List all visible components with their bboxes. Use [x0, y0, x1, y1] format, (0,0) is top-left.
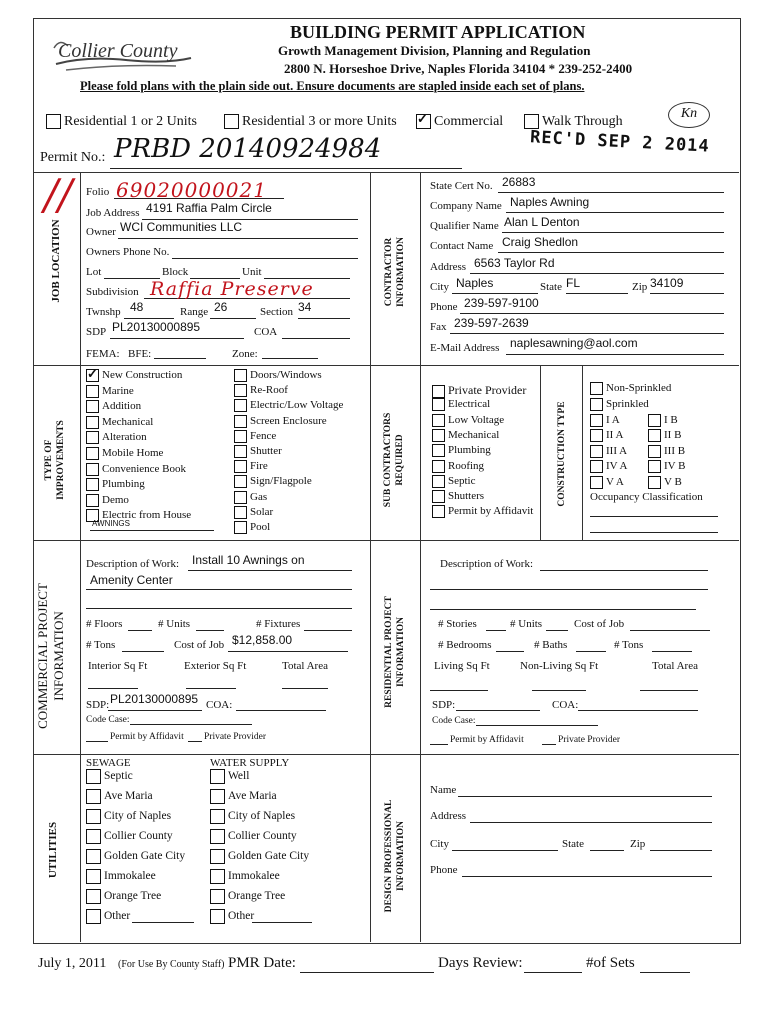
state-label: State [540, 281, 562, 293]
subcontractor-label: Private Provider [448, 383, 527, 397]
subcontractor-label: Roofing [448, 459, 485, 472]
improvement-type-item[interactable] [234, 506, 273, 519]
folio-label: Folio [86, 186, 110, 198]
improvement-type-label: Shutter [250, 445, 282, 458]
improvement-type-checkbox[interactable] [86, 385, 99, 398]
water-option-item[interactable] [210, 809, 295, 824]
construction-type-checkbox[interactable] [648, 460, 661, 473]
subcontractor-item[interactable] [432, 475, 476, 488]
construction-type-label: II B [664, 429, 682, 442]
improvement-type-checkbox[interactable] [86, 416, 99, 429]
construction-type-checkbox[interactable] [648, 414, 661, 427]
water-option-checkbox[interactable] [210, 809, 225, 824]
subdivision-value[interactable]: Raffia Preserve [150, 278, 314, 300]
subcontractor-item[interactable] [432, 414, 504, 427]
res-total-label: Total Area [652, 660, 698, 672]
bedrooms-label: # Bedrooms [438, 639, 492, 651]
commercial-code-case-label: Code Case: [86, 715, 130, 725]
water-option-checkbox[interactable] [210, 849, 225, 864]
exterior-label: Exterior Sq Ft [184, 660, 247, 672]
construction-type-item[interactable] [648, 414, 678, 427]
improvement-type-checkbox[interactable] [234, 415, 247, 428]
sdp-label: SDP [86, 326, 107, 338]
sprinkled-checkbox[interactable] [590, 398, 603, 411]
awnings-note: AWNINGS [92, 519, 130, 528]
units-label: # Units [158, 618, 191, 630]
non-sprinkled-label: Non-Sprinkled [606, 382, 672, 395]
subcontractor-item[interactable] [432, 398, 490, 411]
construction-type-label: I A [606, 414, 620, 427]
pmr-date-label: PMR Date: [228, 955, 296, 971]
sewage-option-item[interactable] [86, 769, 133, 784]
logo-text: Collier County [58, 40, 178, 62]
design-professional-label: DESIGN PROFESSIONAL INFORMATION [384, 799, 406, 913]
living-label: Living Sq Ft [434, 660, 490, 672]
company-value[interactable]: Naples Awning [510, 195, 590, 209]
water-option-checkbox[interactable] [210, 869, 225, 884]
range-label: Range [180, 306, 209, 318]
improvement-type-checkbox[interactable] [234, 369, 247, 382]
improvement-type-checkbox[interactable] [86, 369, 99, 382]
sewage-option-label: City of Naples [104, 810, 172, 823]
subcontractor-item[interactable] [432, 429, 499, 442]
zip-label: Zip [632, 281, 648, 293]
improvements-label: TYPE OF IMPROVEMENTS [44, 420, 66, 500]
improvement-type-checkbox[interactable] [86, 494, 99, 507]
address-label: Address [430, 261, 467, 273]
construction-type-label: III A [606, 444, 628, 457]
commercial-checkbox[interactable] [416, 114, 431, 129]
construction-type-checkbox[interactable] [590, 414, 603, 427]
water-option-item[interactable] [210, 769, 249, 784]
improvement-type-checkbox[interactable] [86, 463, 99, 476]
commercial-desc-label: Description of Work: [86, 558, 180, 570]
construction-type-checkbox[interactable] [648, 429, 661, 442]
dp-state-label: State [562, 838, 584, 850]
owners-phone-label: Owners Phone No. [86, 246, 170, 258]
water-option-item[interactable] [210, 909, 254, 924]
improvement-type-checkbox[interactable] [86, 447, 99, 460]
improvement-type-checkbox[interactable] [234, 430, 247, 443]
contact-label: Contact Name [430, 240, 494, 252]
construction-type-item[interactable] [590, 429, 623, 442]
improvement-type-item[interactable] [234, 445, 282, 458]
construction-type-label: IV A [606, 460, 628, 473]
construction-type-item[interactable] [648, 429, 681, 442]
improvement-type-checkbox[interactable] [234, 521, 247, 534]
subcontractor-label: Mechanical [448, 428, 500, 441]
twnshp-value[interactable]: 48 [130, 300, 144, 314]
subcontractor-label: Shutters [448, 490, 485, 503]
improvement-type-label: Convenience Book [102, 462, 187, 475]
sewage-option-item[interactable] [86, 789, 153, 804]
residential-3-plus-checkbox[interactable] [224, 114, 239, 129]
water-option-label: City of Naples [228, 810, 296, 823]
improvement-type-item[interactable] [234, 491, 267, 504]
non-sprinkled-checkbox[interactable] [590, 382, 603, 395]
res-code-case-label: Code Case: [432, 716, 476, 726]
improvement-type-label: Electric/Low Voltage [250, 399, 344, 412]
improvement-type-label: Mechanical [102, 415, 154, 428]
construction-type-checkbox[interactable] [590, 445, 603, 458]
zip-value[interactable]: 34109 [650, 276, 684, 290]
sewage-option-item[interactable] [86, 909, 130, 924]
sewage-option-label: Septic [104, 770, 133, 783]
subcontractor-label: Low Voltage [448, 413, 505, 426]
sewage-option-label: Golden Gate City [104, 850, 186, 863]
utilities-label: UTILITIES [47, 821, 59, 879]
job-location-label: JOB LOCATION [50, 219, 62, 303]
sewage-option-label: Ave Maria [104, 790, 153, 803]
improvement-type-item[interactable] [86, 494, 129, 507]
subcontractor-label: Septic [448, 474, 476, 487]
city-label: City [430, 281, 449, 293]
construction-type-item[interactable] [648, 460, 686, 473]
improvement-type-item[interactable] [86, 416, 153, 429]
sewage-option-checkbox[interactable] [86, 909, 101, 924]
improvement-type-label: Gas [250, 490, 268, 503]
subcontractor-checkbox[interactable] [432, 475, 445, 488]
baths-label: # Baths [534, 639, 568, 651]
stories-label: # Stories [438, 618, 477, 630]
job-address-label: Job Address [86, 207, 140, 219]
res-private-label: Private Provider [558, 735, 621, 745]
sewage-option-checkbox[interactable] [86, 829, 101, 844]
sewage-option-checkbox[interactable] [86, 809, 101, 824]
walk-through-label: Walk Through [542, 114, 623, 129]
email-label: E-Mail Address [430, 342, 500, 354]
floors-label: # Floors [86, 618, 123, 630]
subcontractor-item[interactable] [432, 383, 526, 398]
sprinkled-label: Sprinkled [606, 398, 649, 411]
construction-type-label: V A [606, 475, 624, 488]
construction-type-label: IV B [664, 460, 686, 473]
improvement-type-item[interactable] [234, 475, 312, 488]
improvement-type-label: Solar [250, 505, 274, 518]
occupancy-label: Occupancy Classification [590, 491, 703, 503]
phone-value[interactable]: 239-597-9100 [464, 296, 539, 310]
fax-value[interactable]: 239-597-2639 [454, 316, 529, 330]
owner-label: Owner [86, 226, 116, 238]
res-affidavit-label: Permit by Affidavit [450, 735, 524, 745]
improvement-type-label: Alteration [102, 431, 147, 444]
fold-instruction: Please fold plans with the plain side out. Ensure documents are stapled inside each set of plans. [80, 79, 585, 93]
qualifier-value[interactable]: Alan L Denton [504, 215, 580, 229]
sewage-option-checkbox[interactable] [86, 849, 101, 864]
sewage-option-label: Immokalee [104, 870, 156, 883]
coa-label: COA [254, 326, 278, 338]
owner-value[interactable]: WCI Communities LLC [120, 220, 243, 234]
page-title: BUILDING PERMIT APPLICATION [290, 22, 586, 42]
sewage-option-label: Orange Tree [104, 890, 162, 903]
subcontractor-checkbox[interactable] [432, 414, 445, 427]
state-cert-value[interactable]: 26883 [502, 175, 536, 189]
res-tons-label: # Tons [614, 639, 644, 651]
water-option-checkbox[interactable] [210, 889, 225, 904]
subcontractor-item[interactable] [432, 444, 491, 457]
water-option-label: Collier County [228, 830, 297, 843]
twnshp-label: Twnshp [86, 306, 121, 318]
city-value[interactable]: Naples [456, 276, 494, 290]
construction-type-checkbox[interactable] [648, 445, 661, 458]
received-stamp: REC'D SEP 2 2014 [529, 127, 711, 157]
commercial-desc-line1[interactable]: Install 10 Awnings on [192, 553, 305, 567]
improvement-type-item[interactable] [86, 447, 163, 460]
subcontractor-checkbox[interactable] [432, 460, 445, 473]
company-label: Company Name [430, 200, 502, 212]
improvement-type-label: Re-Roof [250, 384, 288, 397]
job-address-value[interactable]: 4191 Raffia Palm Circle [146, 201, 272, 215]
subcontractors-label: SUB CONTRACTORS REQUIRED [383, 412, 405, 508]
fixtures-label: # Fixtures [256, 618, 301, 630]
state-cert-label: State Cert No. [430, 180, 493, 192]
sprinkled-option[interactable] [590, 398, 649, 411]
improvement-type-checkbox[interactable] [234, 506, 247, 519]
construction-type-checkbox[interactable] [590, 460, 603, 473]
permit-no-value[interactable]: PRBD 20140924984 [114, 134, 382, 164]
improvement-type-checkbox[interactable] [234, 475, 247, 488]
improvement-type-label: Pool [250, 521, 271, 534]
option-residential-3-plus[interactable] [224, 114, 397, 130]
unit-label: Unit [242, 266, 262, 278]
zone-label: Zone: [232, 348, 258, 360]
improvement-type-item[interactable] [234, 399, 343, 412]
water-option-item[interactable] [210, 889, 285, 904]
water-option-item[interactable] [210, 849, 309, 864]
sewage-option-item[interactable] [86, 869, 156, 884]
commercial-affidavit-label: Permit by Affidavit [110, 732, 184, 742]
dp-name-label: Name [430, 784, 457, 796]
subdivision-label: Subdivision [86, 286, 139, 298]
residential-1-2-checkbox[interactable] [46, 114, 61, 129]
residential-label: RESIDENTIAL PROJECT INFORMATION [384, 596, 406, 708]
improvement-type-label: Screen Enclosure [250, 414, 327, 427]
permit-no-label: Permit No.: [40, 150, 106, 165]
improvement-type-checkbox[interactable] [86, 400, 99, 413]
sewage-option-label: Collier County [104, 830, 173, 843]
construction-type-item[interactable] [590, 445, 627, 458]
improvement-type-item[interactable] [86, 369, 182, 382]
section-label: Section [260, 306, 293, 318]
sewage-option-checkbox[interactable] [86, 769, 101, 784]
improvement-type-label: Fence [250, 429, 277, 442]
red-mark-icon: // [44, 170, 73, 219]
residential-desc-label: Description of Work: [440, 558, 534, 570]
option-commercial[interactable] [416, 114, 503, 130]
improvement-type-checkbox[interactable] [234, 445, 247, 458]
phone-label: Phone [430, 301, 458, 313]
sewage-option-item[interactable] [86, 829, 173, 844]
commercial-sdp-label: SDP: [86, 699, 110, 711]
improvement-type-label: New Construction [102, 369, 183, 382]
improvement-type-item[interactable] [86, 463, 186, 476]
subcontractor-item[interactable] [432, 505, 533, 518]
residential-1-2-label: Residential 1 or 2 Units [64, 114, 197, 129]
water-option-checkbox[interactable] [210, 789, 225, 804]
commercial-coa-label: COA: [206, 699, 233, 711]
section-value[interactable]: 34 [298, 300, 312, 314]
improvement-type-item[interactable] [234, 369, 322, 382]
sewage-option-item[interactable] [86, 849, 185, 864]
improvement-type-label: Plumbing [102, 478, 145, 491]
water-option-checkbox[interactable] [210, 769, 225, 784]
construction-type-item[interactable] [590, 414, 620, 427]
contractor-label: CONTRACTOR INFORMATION [384, 236, 406, 308]
improvement-type-item[interactable] [234, 460, 268, 473]
water-option-checkbox[interactable] [210, 909, 225, 924]
sewage-option-label: Other [104, 910, 131, 923]
improvement-type-label: Doors/Windows [250, 369, 322, 382]
subcontractor-checkbox[interactable] [432, 429, 445, 442]
construction-type-item[interactable] [648, 476, 682, 489]
initials-stamp [668, 102, 710, 128]
water-option-checkbox[interactable] [210, 829, 225, 844]
water-option-item[interactable] [210, 789, 277, 804]
construction-type-label: III B [664, 444, 686, 457]
subcontractor-checkbox[interactable] [432, 505, 445, 518]
improvement-type-item[interactable] [234, 430, 276, 443]
construction-type-label: I B [664, 414, 678, 427]
staff-note: (For Use By County Staff) [118, 959, 225, 970]
folio-value[interactable]: 69020000021 [116, 178, 267, 202]
dp-zip-label: Zip [630, 838, 646, 850]
dp-city-label: City [430, 838, 449, 850]
interior-label: Interior Sq Ft [88, 660, 148, 672]
improvement-type-label: Addition [102, 400, 142, 413]
subcontractor-checkbox[interactable] [432, 490, 445, 503]
fema-label: FEMA: [86, 348, 120, 360]
total-area-label: Total Area [282, 660, 328, 672]
improvement-type-checkbox[interactable] [234, 399, 247, 412]
water-option-label: Well [228, 770, 250, 783]
qualifier-label: Qualifier Name [430, 220, 499, 232]
range-value[interactable]: 26 [214, 300, 228, 314]
construction-type-label: II A [606, 429, 624, 442]
cost-label: Cost of Job [174, 639, 225, 651]
commercial-desc-line2[interactable]: Amenity Center [90, 573, 173, 587]
improvement-type-label: Fire [250, 460, 268, 473]
division-name: Growth Management Division, Planning and Regulation [278, 43, 591, 58]
water-option-item[interactable] [210, 829, 297, 844]
commercial-private-label: Private Provider [204, 732, 267, 742]
construction-type-label: V B [664, 475, 682, 488]
sewage-label: SEWAGE [86, 757, 131, 769]
subcontractor-label: Electrical [448, 398, 491, 411]
nonliving-label: Non-Living Sq Ft [520, 660, 599, 672]
subcontractor-checkbox[interactable] [432, 444, 445, 457]
res-units-label: # Units [510, 618, 543, 630]
sdp-value[interactable]: PL20130000895 [112, 320, 201, 334]
tons-label: # Tons [86, 639, 116, 651]
improvement-type-checkbox[interactable] [234, 491, 247, 504]
subcontractor-item[interactable] [432, 460, 484, 473]
subcontractor-item[interactable] [432, 490, 484, 503]
water-supply-label: WATER SUPPLY [210, 757, 290, 769]
improvement-type-label: Electric from House [102, 509, 192, 522]
construction-type-checkbox[interactable] [590, 429, 603, 442]
subcontractor-checkbox[interactable] [432, 398, 445, 411]
division-address: 2800 N. Horseshoe Drive, Naples Florida 34104 * 239-252-2400 [284, 61, 633, 76]
non-sprinkled-option[interactable] [590, 382, 671, 395]
res-cost-label: Cost of Job [574, 618, 625, 630]
improvement-type-item[interactable] [234, 415, 327, 428]
block-label: Block [162, 266, 189, 278]
address-value[interactable]: 6563 Taylor Rd [474, 256, 555, 270]
fax-label: Fax [430, 321, 447, 333]
dp-phone-label: Phone [430, 864, 458, 876]
improvement-type-checkbox[interactable] [234, 384, 247, 397]
sewage-option-item[interactable] [86, 889, 161, 904]
improvement-type-label: Demo [102, 493, 129, 506]
construction-type-label: CONSTRUCTION TYPE [557, 401, 567, 507]
improvement-type-item[interactable] [86, 385, 134, 398]
improvement-type-label: Sign/Flagpole [250, 475, 312, 488]
sewage-option-checkbox[interactable] [86, 869, 101, 884]
water-option-label: Orange Tree [228, 890, 286, 903]
improvement-type-checkbox[interactable] [86, 478, 99, 491]
water-option-label: Ave Maria [228, 790, 277, 803]
residential-3-plus-label: Residential 3 or more Units [242, 114, 397, 129]
subcontractor-label: Permit by Affidavit [448, 505, 534, 518]
days-review-label: Days Review: [438, 955, 523, 971]
improvement-type-label: Mobile Home [102, 447, 164, 460]
commercial-sdp-value[interactable]: PL20130000895 [110, 692, 199, 706]
improvement-type-label: Marine [102, 384, 134, 397]
improvement-type-item[interactable] [86, 431, 147, 444]
lot-label: Lot [86, 266, 102, 278]
cost-value[interactable]: $12,858.00 [232, 633, 293, 647]
subcontractor-label: Plumbing [448, 444, 491, 457]
res-coa-label: COA: [552, 699, 579, 711]
sewage-option-checkbox[interactable] [86, 789, 101, 804]
construction-type-item[interactable] [648, 445, 685, 458]
improvement-type-checkbox[interactable] [86, 431, 99, 444]
sewage-option-item[interactable] [86, 809, 171, 824]
sewage-option-checkbox[interactable] [86, 889, 101, 904]
bfe-label: BFE: [128, 348, 152, 360]
email-value[interactable]: naplesawning@aol.com [510, 336, 638, 350]
improvement-type-item[interactable] [234, 384, 288, 397]
construction-type-item[interactable] [590, 476, 624, 489]
subcontractor-checkbox[interactable] [432, 385, 445, 398]
construction-type-checkbox[interactable] [590, 476, 603, 489]
improvement-type-checkbox[interactable] [234, 460, 247, 473]
water-option-item[interactable] [210, 869, 280, 884]
contact-value[interactable]: Craig Shedlon [502, 235, 579, 249]
commercial-label: Commercial [434, 114, 504, 129]
improvement-type-item[interactable] [86, 478, 145, 491]
construction-type-item[interactable] [590, 460, 628, 473]
improvement-type-item[interactable] [234, 521, 270, 534]
dp-address-label: Address [430, 810, 467, 822]
option-residential-1-2[interactable] [46, 114, 197, 130]
construction-type-checkbox[interactable] [648, 476, 661, 489]
res-sdp-label: SDP: [432, 699, 456, 711]
sets-label: #of Sets [586, 955, 635, 971]
form-date: July 1, 2011 [38, 956, 107, 971]
water-option-label: Golden Gate City [228, 850, 310, 863]
water-option-label: Immokalee [228, 870, 280, 883]
state-value[interactable]: FL [566, 276, 581, 290]
water-option-label: Other [228, 910, 255, 923]
improvement-type-item[interactable] [86, 400, 141, 413]
initials-text: Kn [680, 106, 698, 121]
commercial-label: COMMERCIAL PROJECT INFORMATION [35, 583, 66, 729]
